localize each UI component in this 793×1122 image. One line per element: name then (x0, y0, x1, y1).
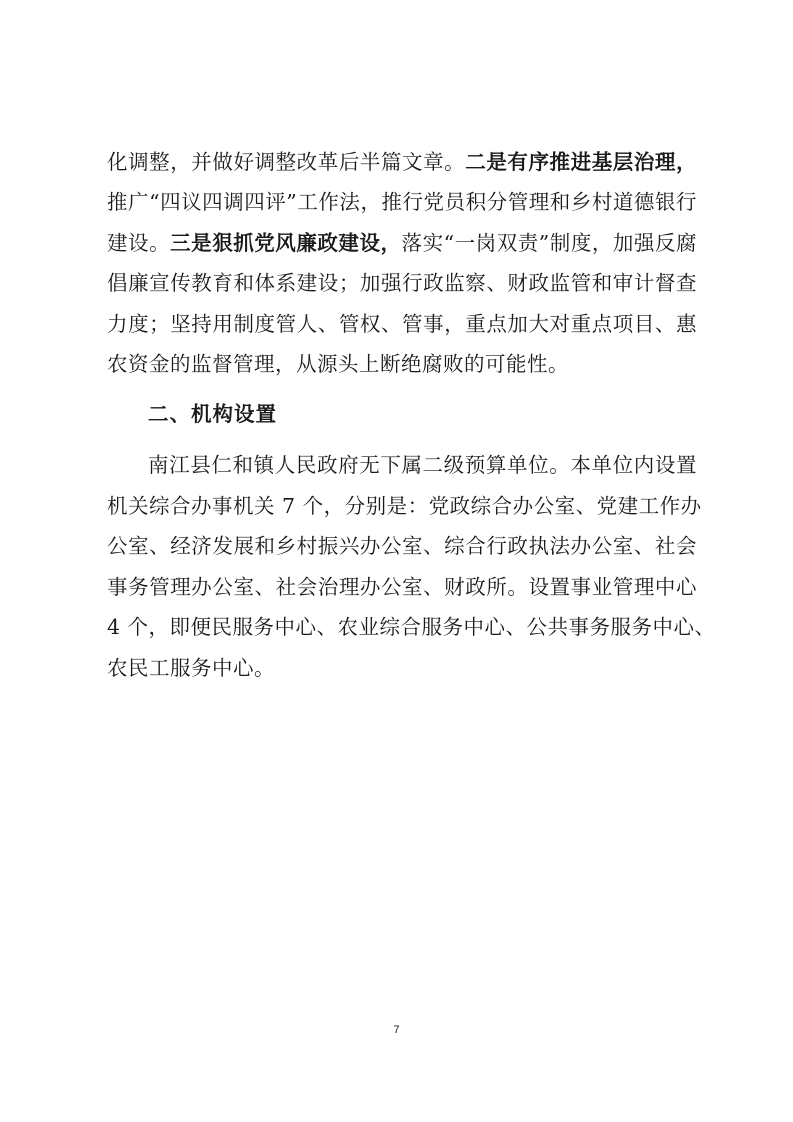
paragraph-1-line-5: 力度；坚持用制度管人、管权、管事，重点加大对重点项目、惠 (107, 312, 697, 336)
paragraph-2-line-6: 农民工服务中心。 (107, 656, 275, 680)
paragraph-1-line-4: 倡廉宣传教育和体系建设；加强行政监察、财政监管和审计督查 (107, 271, 697, 295)
text-run: 落实“一岗双责”制度，加强反腐 (401, 231, 698, 255)
text-run: 建设。 (107, 231, 171, 255)
text-run: 化调整，并做好调整改革后半篇文章。 (107, 150, 466, 174)
paragraph-2-line-2: 机关综合办事机关 7 个，分别是：党政综合办公室、党建工作办 (107, 494, 702, 518)
bold-text-run: 三是狠抓党风廉政建设， (170, 231, 402, 255)
paragraph-1-line-6: 农资金的监督管理，从源头上断绝腐败的可能性。 (107, 352, 569, 376)
paragraph-2-line-4: 事务管理办公室、社会治理办公室、财政所。设置事业管理中心 (107, 575, 697, 599)
paragraph-2-line-5: 4 个，即便民服务中心、农业综合服务中心、公共事务服务中心、 (107, 615, 716, 639)
page-number: 7 (393, 1024, 400, 1036)
paragraph-1-line-1 (107, 147, 697, 177)
paragraph-2-line-3: 公室、经济发展和乡村振兴办公室、综合行政执法办公室、社会 (107, 534, 697, 558)
section-heading: 二、机构设置 (148, 402, 277, 426)
paragraph-2-line-1: 南江县仁和镇人民政府无下属二级预算单位。本单位内设置 (148, 453, 697, 477)
paragraph-1-line-3 (107, 228, 697, 258)
bold-text-run: 二是有序推进基层治理， (465, 150, 698, 174)
paragraph-1-line-2: 推广“四议四调四评”工作法，推行党员积分管理和乡村道德银行 (107, 190, 697, 214)
